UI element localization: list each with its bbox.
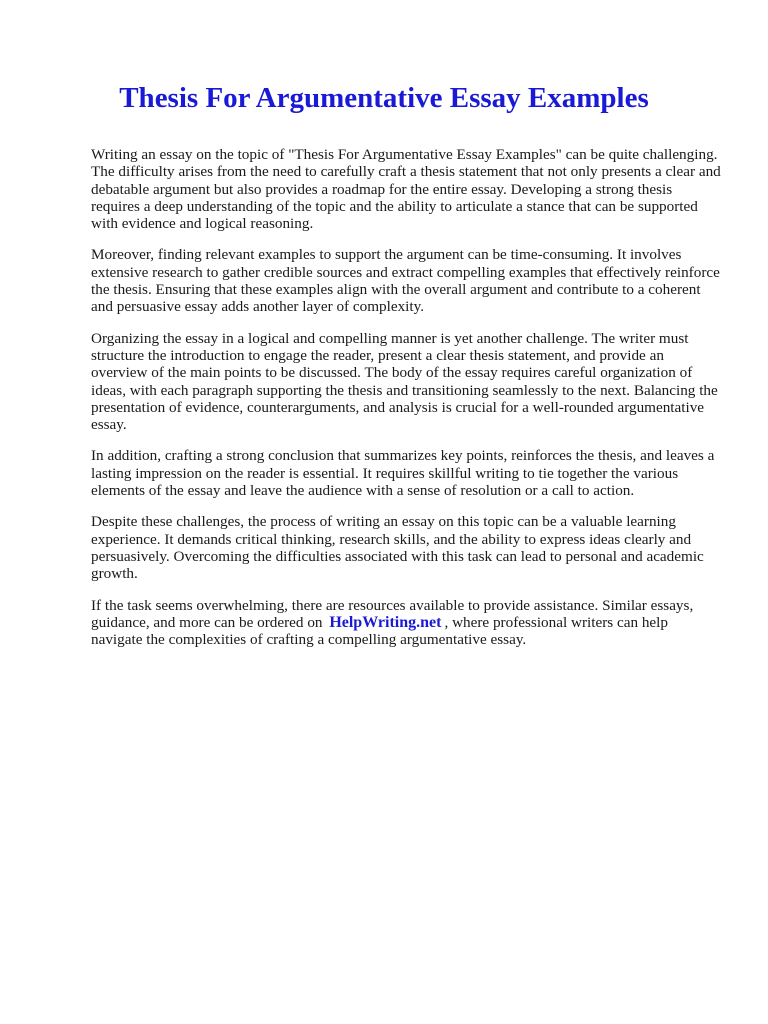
paragraph-2: Moreover, finding relevant examples to support the argument can be time-consuming. It involves extensive research to gather credible sources and extract compelling examples that effectively reinforce the thesis. Ensuring that these examples align with the overall argument and contribute to a coherent and persuasive essay adds another layer of complexity. [91, 246, 720, 316]
helpwriting-link[interactable]: HelpWriting.net [329, 613, 442, 631]
paragraph-6 [91, 597, 723, 649]
paragraph-1: Writing an essay on the topic of "Thesis For Argumentative Essay Examples" can be quite challenging. The difficulty arises from the need to carefully craft a thesis statement that not only presents a clear and debatable argument but also provides a roadmap for the entire essay. Developing a strong thesis requires a deep understanding of the topic and the ability to articulate a stance that can be supported with evidence and logical reasoning. [91, 146, 721, 233]
document-body [91, 146, 723, 662]
paragraph-6-after-link: , where professional writers can help navigate the complexities of crafting a compelling argumentative essay. [91, 613, 668, 649]
paragraph-3: Organizing the essay in a logical and compelling manner is yet another challenge. The writer must structure the introduction to engage the reader, present a clear thesis statement, and provide an overview of the main points to be discussed. The body of the essay requires careful organization of ideas, with each paragraph supporting the thesis and transitioning seamlessly to the next. Balancing the presentation of evidence, counterarguments, and analysis is crucial for a well-rounded argumentative essay. [91, 329, 718, 434]
paragraph-5: Despite these challenges, the process of writing an essay on this topic can be a valuable learning experience. It demands critical thinking, research skills, and the ability to express ideas clearly and persuasively. Overcoming the difficulties associated with this task can lead to personal and academic growth. [91, 513, 704, 583]
paragraph-4: In addition, crafting a strong conclusion that summarizes key points, reinforces the thesis, and leaves a lasting impression on the reader is essential. It requires skillful writing to tie together the various elements of the essay and leave the audience with a sense of resolution or a call to action. [91, 447, 715, 500]
page-title: Thesis For Argumentative Essay Examples [119, 82, 649, 114]
paragraph-6-before-link: If the task seems overwhelming, there are resources available to provide assistance. Similar essays, guidance, and more can be ordered on [91, 596, 694, 631]
